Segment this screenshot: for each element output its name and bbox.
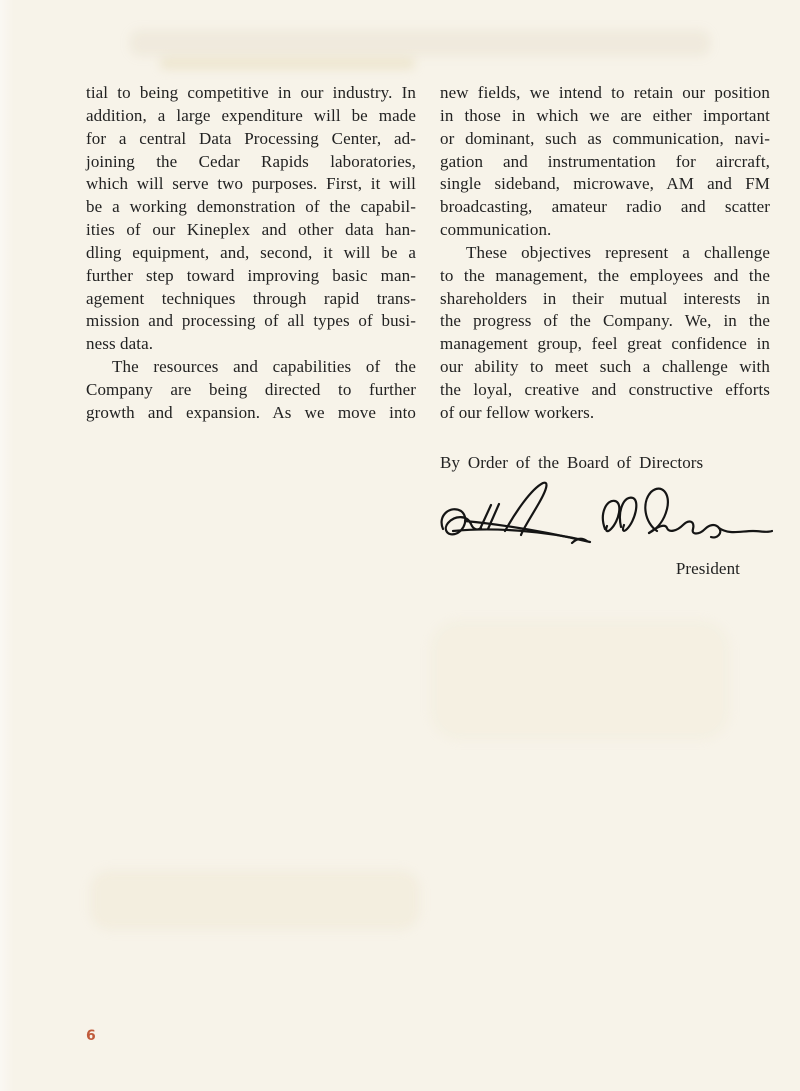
text-line: shareholders in their mutual interests in bbox=[440, 288, 770, 308]
text-line: gation and instrumentation for aircraft, bbox=[440, 151, 770, 171]
text-line: new fields, we intend to retain our position bbox=[440, 83, 770, 102]
text-line: single sideband, microwave, AM and FM bbox=[440, 174, 770, 194]
text-line: agement techniques through rapid trans- bbox=[86, 288, 416, 308]
text-line: or dominant, such as communication, navi- bbox=[440, 128, 770, 148]
scan-edge-artifact bbox=[0, 0, 14, 1091]
text-line: which will serve two purposes. First, it will bbox=[86, 174, 416, 194]
scan-ghost-artifact bbox=[430, 620, 730, 740]
scan-ghost-artifact bbox=[130, 30, 710, 56]
scan-ghost-artifact bbox=[160, 58, 415, 69]
text-line: the loyal, creative and constructive efforts bbox=[440, 379, 770, 399]
text-line: further step toward improving basic man- bbox=[86, 265, 416, 285]
page-number: 6 bbox=[86, 1028, 96, 1044]
text-line: be a working demonstration of the capabil- bbox=[86, 197, 416, 217]
text-line: for a central Data Processing Center, ad- bbox=[86, 128, 416, 148]
text-line: the progress of the Company. We, in the bbox=[440, 311, 770, 331]
text-line: to the management, the employees and the bbox=[440, 265, 770, 285]
text-column-right bbox=[440, 82, 770, 580]
text-line: growth and expansion. As we move into bbox=[86, 402, 416, 422]
text-line: ness data. bbox=[86, 334, 154, 354]
text-line: These objectives represent a challenge bbox=[466, 242, 770, 262]
signature-icon bbox=[435, 479, 773, 557]
text-line: ities of our Kineplex and other data han- bbox=[86, 220, 416, 240]
column-lines bbox=[86, 82, 416, 425]
text-line: in those in which we are either important bbox=[440, 105, 770, 125]
text-line: tial to being competitive in our industry. In bbox=[86, 83, 416, 102]
text-line: Company are being directed to further bbox=[86, 379, 416, 399]
president-title: President bbox=[675, 558, 740, 578]
text-column-left bbox=[86, 82, 416, 425]
text-line: The resources and capabilities of the bbox=[112, 357, 416, 377]
text-line: of our fellow workers. bbox=[440, 402, 595, 422]
text-line: dling equipment, and, second, it will be a bbox=[86, 242, 416, 262]
text-line: mission and processing of all types of busi- bbox=[86, 311, 416, 331]
column-lines bbox=[440, 82, 770, 425]
president-signature bbox=[435, 479, 770, 557]
text-line: addition, a large expenditure will be made bbox=[86, 105, 416, 125]
text-line: our ability to meet such a challenge with bbox=[440, 357, 770, 377]
board-order-line: By Order of the Board of Directors bbox=[440, 452, 704, 472]
scan-ghost-artifact bbox=[90, 870, 420, 930]
text-line: communication. bbox=[440, 220, 552, 240]
text-line: management group, feel great confidence in bbox=[440, 334, 770, 354]
text-line: broadcasting, amateur radio and scatter bbox=[440, 197, 770, 217]
text-line: joining the Cedar Rapids laboratories, bbox=[86, 151, 416, 171]
